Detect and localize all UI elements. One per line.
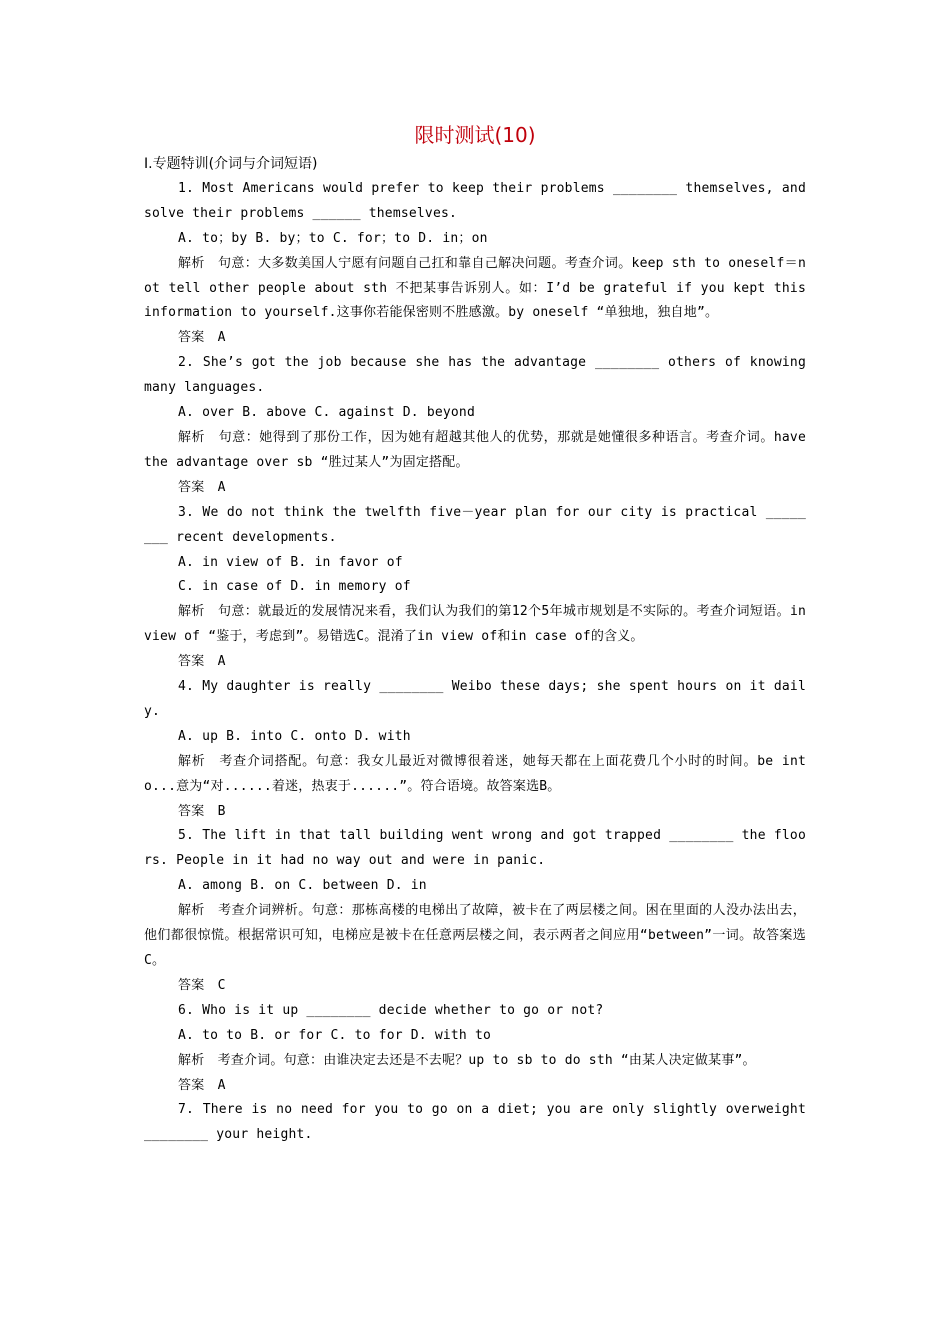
question-answer: 答案 B: [178, 803, 226, 819]
question-options: A. over B. above C. against D. beyond: [178, 405, 475, 421]
question-stem: 5. The lift in that tall building went wrong and got trapped ________ the floors. People in it had no way out and were in panic.: [144, 828, 806, 869]
document-page: [144, 118, 806, 1148]
question-options: A. among B. on C. between D. in: [178, 878, 427, 894]
question-stem: 4. My daughter is really ________ Weibo these days; she spent hours on it daily.: [144, 679, 806, 719]
question-stem: 7. There is no need for you to go on a diet; you are only slightly overweight ________ your height.: [144, 1102, 806, 1143]
question-options: A. up B. into C. onto D. with: [178, 728, 411, 744]
page-title: 限时测试(10): [414, 123, 536, 147]
question-analysis: 解析 考查介词搭配。句意：我女儿最近对微博很着迷，她每天都在上面花费几个小时的时间。be into...意为“对......着迷，热衷于......”。符合语境。故答案选B。: [144, 753, 806, 794]
question-analysis: 解析 句意：大多数美国人宁愿有问题自己扛和靠自己解决问题。考查介词。keep sth to oneself＝not tell other people about sth 不把某事告诉别人。如：I’d be grateful if you kept this information to yourself.这事你若能保密则不胜感激。by oneself “单独地，独自地”。: [144, 255, 806, 321]
question-stem: 1. Most Americans would prefer to keep their problems ________ themselves, and solve their problems ______ themselves.: [144, 180, 806, 221]
question-analysis: 解析 考查介词。句意：由谁决定去还是不去呢？up to sb to do sth “由某人决定做某事”。: [178, 1052, 756, 1068]
question-stem: 3. We do not think the twelfth five－year plan for our city is practical ________ recent developments.: [144, 504, 806, 545]
question-options: A. to to B. or for C. to for D. with to: [178, 1027, 492, 1043]
question-options: A. to；by B. by；to C. for；to D. in；on: [178, 230, 488, 246]
question-options: C. in case of D. in memory of: [178, 579, 411, 595]
question-analysis: 解析 句意：她得到了那份工作，因为她有超越其他人的优势，那就是她懂很多种语言。考查介词。have the advantage over sb “胜过某人”为固定搭配。: [144, 429, 806, 470]
question-options: A. in view of B. in favor of: [178, 554, 403, 570]
question-answer: 答案 A: [178, 479, 226, 495]
question-analysis: 解析 句意：就最近的发展情况来看，我们认为我们的第12个5年城市规划是不实际的。考查介词短语。in view of “鉴于，考虑到”。易错选C。混淆了in view of和in case of的含义。: [144, 604, 806, 645]
question-stem: 2. She’s got the job because she has the advantage ________ others of knowing many languages.: [144, 355, 806, 396]
section-heading: Ⅰ.专题特训(介词与介词短语): [144, 156, 318, 172]
question-answer: 答案 A: [178, 1077, 226, 1093]
question-answer: 答案 C: [178, 977, 226, 993]
question-analysis: 解析 考查介词辨析。句意：那栋高楼的电梯出了故障，被卡在了两层楼之间。困在里面的人没办法出去，他们都很惊慌。根据常识可知，电梯应是被卡在任意两层楼之间，表示两者之间应用“between”一词。故答案选C。: [144, 903, 806, 968]
question-answer: 答案 A: [178, 654, 226, 670]
question-answer: 答案 A: [178, 330, 226, 346]
question-stem: 6. Who is it up ________ decide whether to go or not?: [178, 1002, 604, 1018]
